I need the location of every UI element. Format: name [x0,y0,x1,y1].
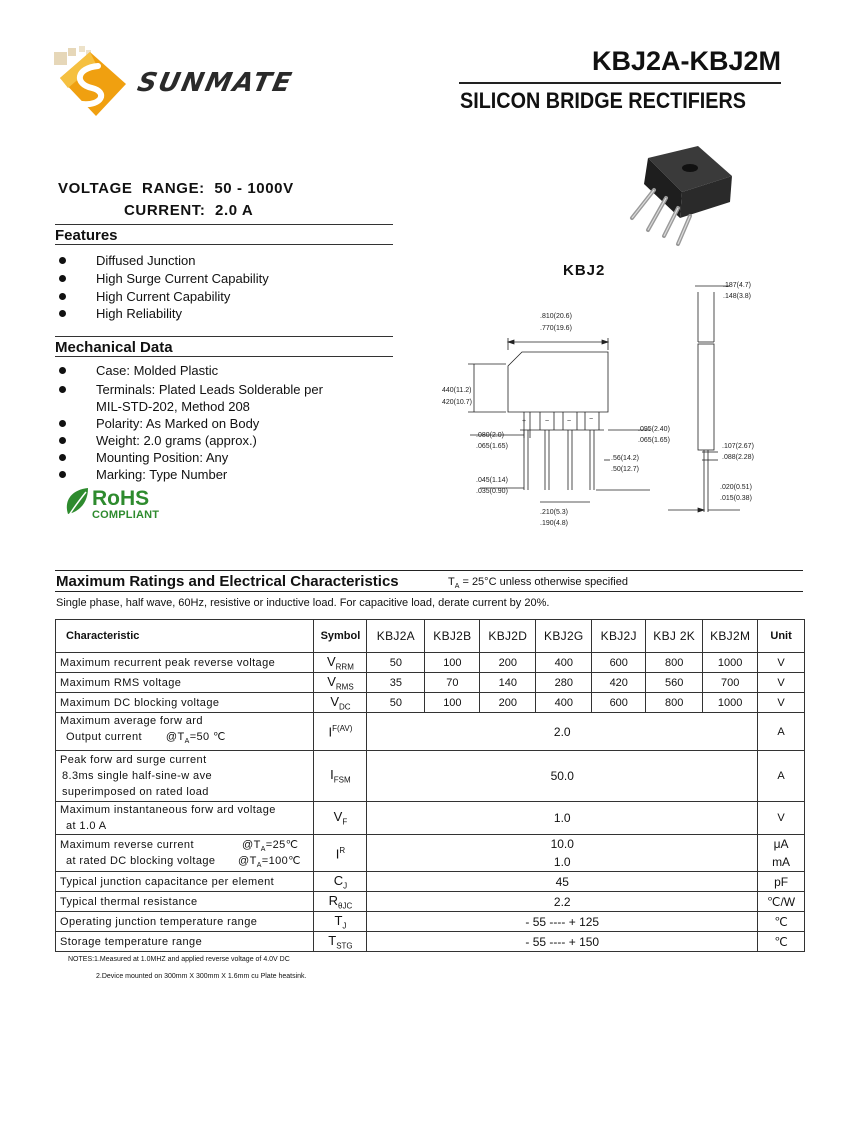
features-list [58,252,269,322]
pin-label: + [522,418,527,425]
dim-label: 420(10.7) [442,399,472,406]
table-row [56,802,805,835]
dim-label: .020(0.51) [720,484,752,491]
table-row [56,751,805,802]
cell: 1.0 [367,802,758,835]
list-item: Polarity: As Marked on Body [58,415,323,432]
row-symbol: $V_F$ [314,802,367,835]
cell: 420 [592,673,646,693]
cell: 800 [646,653,703,673]
dim-label: 440(11.2) [442,387,472,394]
list-item: Diffused Junction [58,252,269,269]
mechanical-list [58,362,323,483]
dim-label: .095(2.40) [638,426,670,433]
cond-sub: A [454,583,460,591]
note-1: NOTES:1.Measured at 1.0MHZ and applied reverse voltage of 4.0V DC [68,956,290,963]
row-symbol: $C_J$ [314,872,367,892]
cell: 10.0 1.0 [367,835,758,872]
table-header [56,620,805,653]
cell: 200 [480,693,536,713]
sunmate-logo-icon [46,44,132,130]
list-item: High Current Capability [58,288,269,305]
dim-label: .080(2.0) [476,432,505,439]
row-label: Maximum reverse current $@T_A=25℃$ at rated DC blocking voltage $@T_A=100℃$ [56,835,314,872]
dim-label: .190(4.8) [540,520,569,527]
row-symbol: $V_{RMS}$ [314,673,367,693]
row-label: Maximum average forw ard Output current $@T_A=50$ ℃ [56,713,314,751]
unit-cell: ℃ [758,932,805,952]
cell: 50 [367,693,425,713]
cond-text: = 25°C unless otherwise specified [459,576,628,588]
page-title: SILICON BRIDGE RECTIFIERS [460,88,747,113]
header-symbol: Symbol [314,620,367,653]
cell: 100 [425,693,480,713]
dim-label: .50(12.7) [611,466,640,473]
dim-label: .187(4.7) [723,282,752,289]
cell: 70 [425,673,480,693]
pin-label: ~ [545,418,550,425]
row-label: Typical thermal resistance [56,892,314,912]
table-row [56,693,805,713]
cell: 45 [367,872,758,892]
table-row [56,872,805,892]
cell: - 55 ---- + 150 [367,932,758,952]
mechanical-rule-bottom [55,356,393,357]
header-part: KBJ 2K [646,620,703,653]
current-label: CURRENT: [124,202,206,219]
cell: 50.0 [367,751,758,802]
header-part: KBJ2G [536,620,592,653]
unit-cell: V [758,802,805,835]
brand-name: SUNMATE [134,68,296,98]
row-label: Maximum instantaneous forw ard voltage at 1.0 A [56,802,314,835]
row-symbol: $T_J$ [314,912,367,932]
ratings-title: Maximum Ratings and Electrical Characteristics [56,573,399,590]
header-part: KBJ2J [592,620,646,653]
dim-label: .210(5.3) [540,509,569,516]
row-symbol: $V_{RRM}$ [314,653,367,673]
dim-label: .045(1.14) [476,477,508,484]
unit-cell: V [758,653,805,673]
rohs-leaf-icon [62,486,92,522]
unit-cell: ℃ [758,912,805,932]
cell: - 55 ---- + 125 [367,912,758,932]
ratings-summary [58,178,294,222]
ratings-condition [448,576,628,590]
title-divider [459,82,781,84]
header-characteristic: Characteristic [56,620,314,653]
list-item: Marking: Type Number [58,466,323,483]
unit-cell: V [758,673,805,693]
list-item: High Reliability [58,305,269,322]
row-symbol: $I^R$ [314,835,367,872]
dim-label: .065(1.65) [476,443,508,450]
unit-cell: ℃/W [758,892,805,912]
voltage-value: 50 - 1000V [214,180,294,197]
header-unit: Unit [758,620,805,653]
dim-label: .56(14.2) [611,455,640,462]
current-value: 2.0 A [215,202,254,219]
row-symbol: $R_{\theta JC}$ [314,892,367,912]
cell: 2.0 [367,713,758,751]
table-row [56,673,805,693]
ratings-rule-bottom [55,591,803,592]
mechanical-rule-top [55,336,393,337]
row-symbol: $I^{F(AV)}$ [314,713,367,751]
dim-label: .035(0.90) [476,488,508,495]
dim-label: .065(1.65) [638,437,670,444]
list-item: Terminals: Plated Leads Solderable per [58,381,323,398]
pin-label: − [589,416,594,423]
features-rule-top [55,224,393,225]
cell: 600 [592,693,646,713]
rohs-title: RoHS [92,487,150,510]
row-label: Operating junction temperature range [56,912,314,932]
unit-cell: A [758,751,805,802]
row-symbol: $I_{FSM}$ [314,751,367,802]
row-label: Typical junction capacitance per element [56,872,314,892]
row-label: Maximum RMS voltage [56,673,314,693]
cell: 280 [536,673,592,693]
cell: 2.2 [367,892,758,912]
row-label: Storage temperature range [56,932,314,952]
note-2: 2.Device mounted on 300mm X 300mm X 1.6mm cu Plate heatsink. [96,973,307,980]
row-label: Peak forw ard surge current 8.3ms single half-sine-w ave superimposed on rated load [56,751,314,802]
pin-label: ~ [567,418,572,425]
table-row [56,653,805,673]
row-symbol: $T_{STG}$ [314,932,367,952]
header-part: KBJ2M [703,620,758,653]
header-part: KBJ2B [425,620,480,653]
rohs-badge [92,488,159,521]
row-label: Maximum recurrent peak reverse voltage [56,653,314,673]
table-row [56,713,805,751]
unit-cell: μA mA [758,835,805,872]
table-row [56,912,805,932]
list-item: High Surge Current Capability [58,270,269,287]
dim-label: .148(3.8) [723,293,752,300]
table-row [56,835,805,872]
dim-label: .107(2.67) [722,443,754,450]
unit-cell: V [758,693,805,713]
header-part: KBJ2A [367,620,425,653]
voltage-label: VOLTAGE RANGE: [58,180,205,197]
dim-label: .088(2.28) [722,454,754,461]
dim-label: .770(19.6) [540,325,572,332]
list-item-continued: MIL-STD-202, Method 208 [96,399,250,414]
cell: 400 [536,653,592,673]
unit-cell: pF [758,872,805,892]
list-item: Case: Molded Plastic [58,362,323,379]
unit-cell: A [758,713,805,751]
cell: 800 [646,693,703,713]
cond-symbol: T [448,576,455,588]
cell: 200 [480,653,536,673]
list-item: Mounting Position: Any [58,449,323,466]
mechanical-title: Mechanical Data [55,339,173,356]
dim-label: .810(20.6) [540,313,572,320]
package-name: KBJ2 [563,262,606,279]
cell: 35 [367,673,425,693]
cell: 600 [592,653,646,673]
table-row [56,892,805,912]
part-number: KBJ2A-KBJ2M [591,46,781,76]
row-label: Maximum DC blocking voltage [56,693,314,713]
notes [68,951,307,985]
cell: 100 [425,653,480,673]
header-part: KBJ2D [480,620,536,653]
features-title: Features [55,227,118,244]
cell: 1000 [703,693,758,713]
characteristics-table [55,619,805,952]
cell: 700 [703,673,758,693]
table-row [56,932,805,952]
rohs-subtitle: COMPLIANT [92,509,160,521]
features-rule-bottom [55,244,393,245]
package-photo-icon [620,140,740,250]
row-symbol: $V_{DC}$ [314,693,367,713]
cell: 140 [480,673,536,693]
cell: 400 [536,693,592,713]
list-item: Weight: 2.0 grams (approx.) [58,432,323,449]
dim-label: .015(0.38) [720,495,752,502]
cell: 1000 [703,653,758,673]
cell: 50 [367,653,425,673]
cell: 560 [646,673,703,693]
single-phase-note: Single phase, half wave, 60Hz, resistive or inductive load. For capacitive load, derate current by 20%. [56,597,550,609]
ratings-rule-top [55,570,803,571]
